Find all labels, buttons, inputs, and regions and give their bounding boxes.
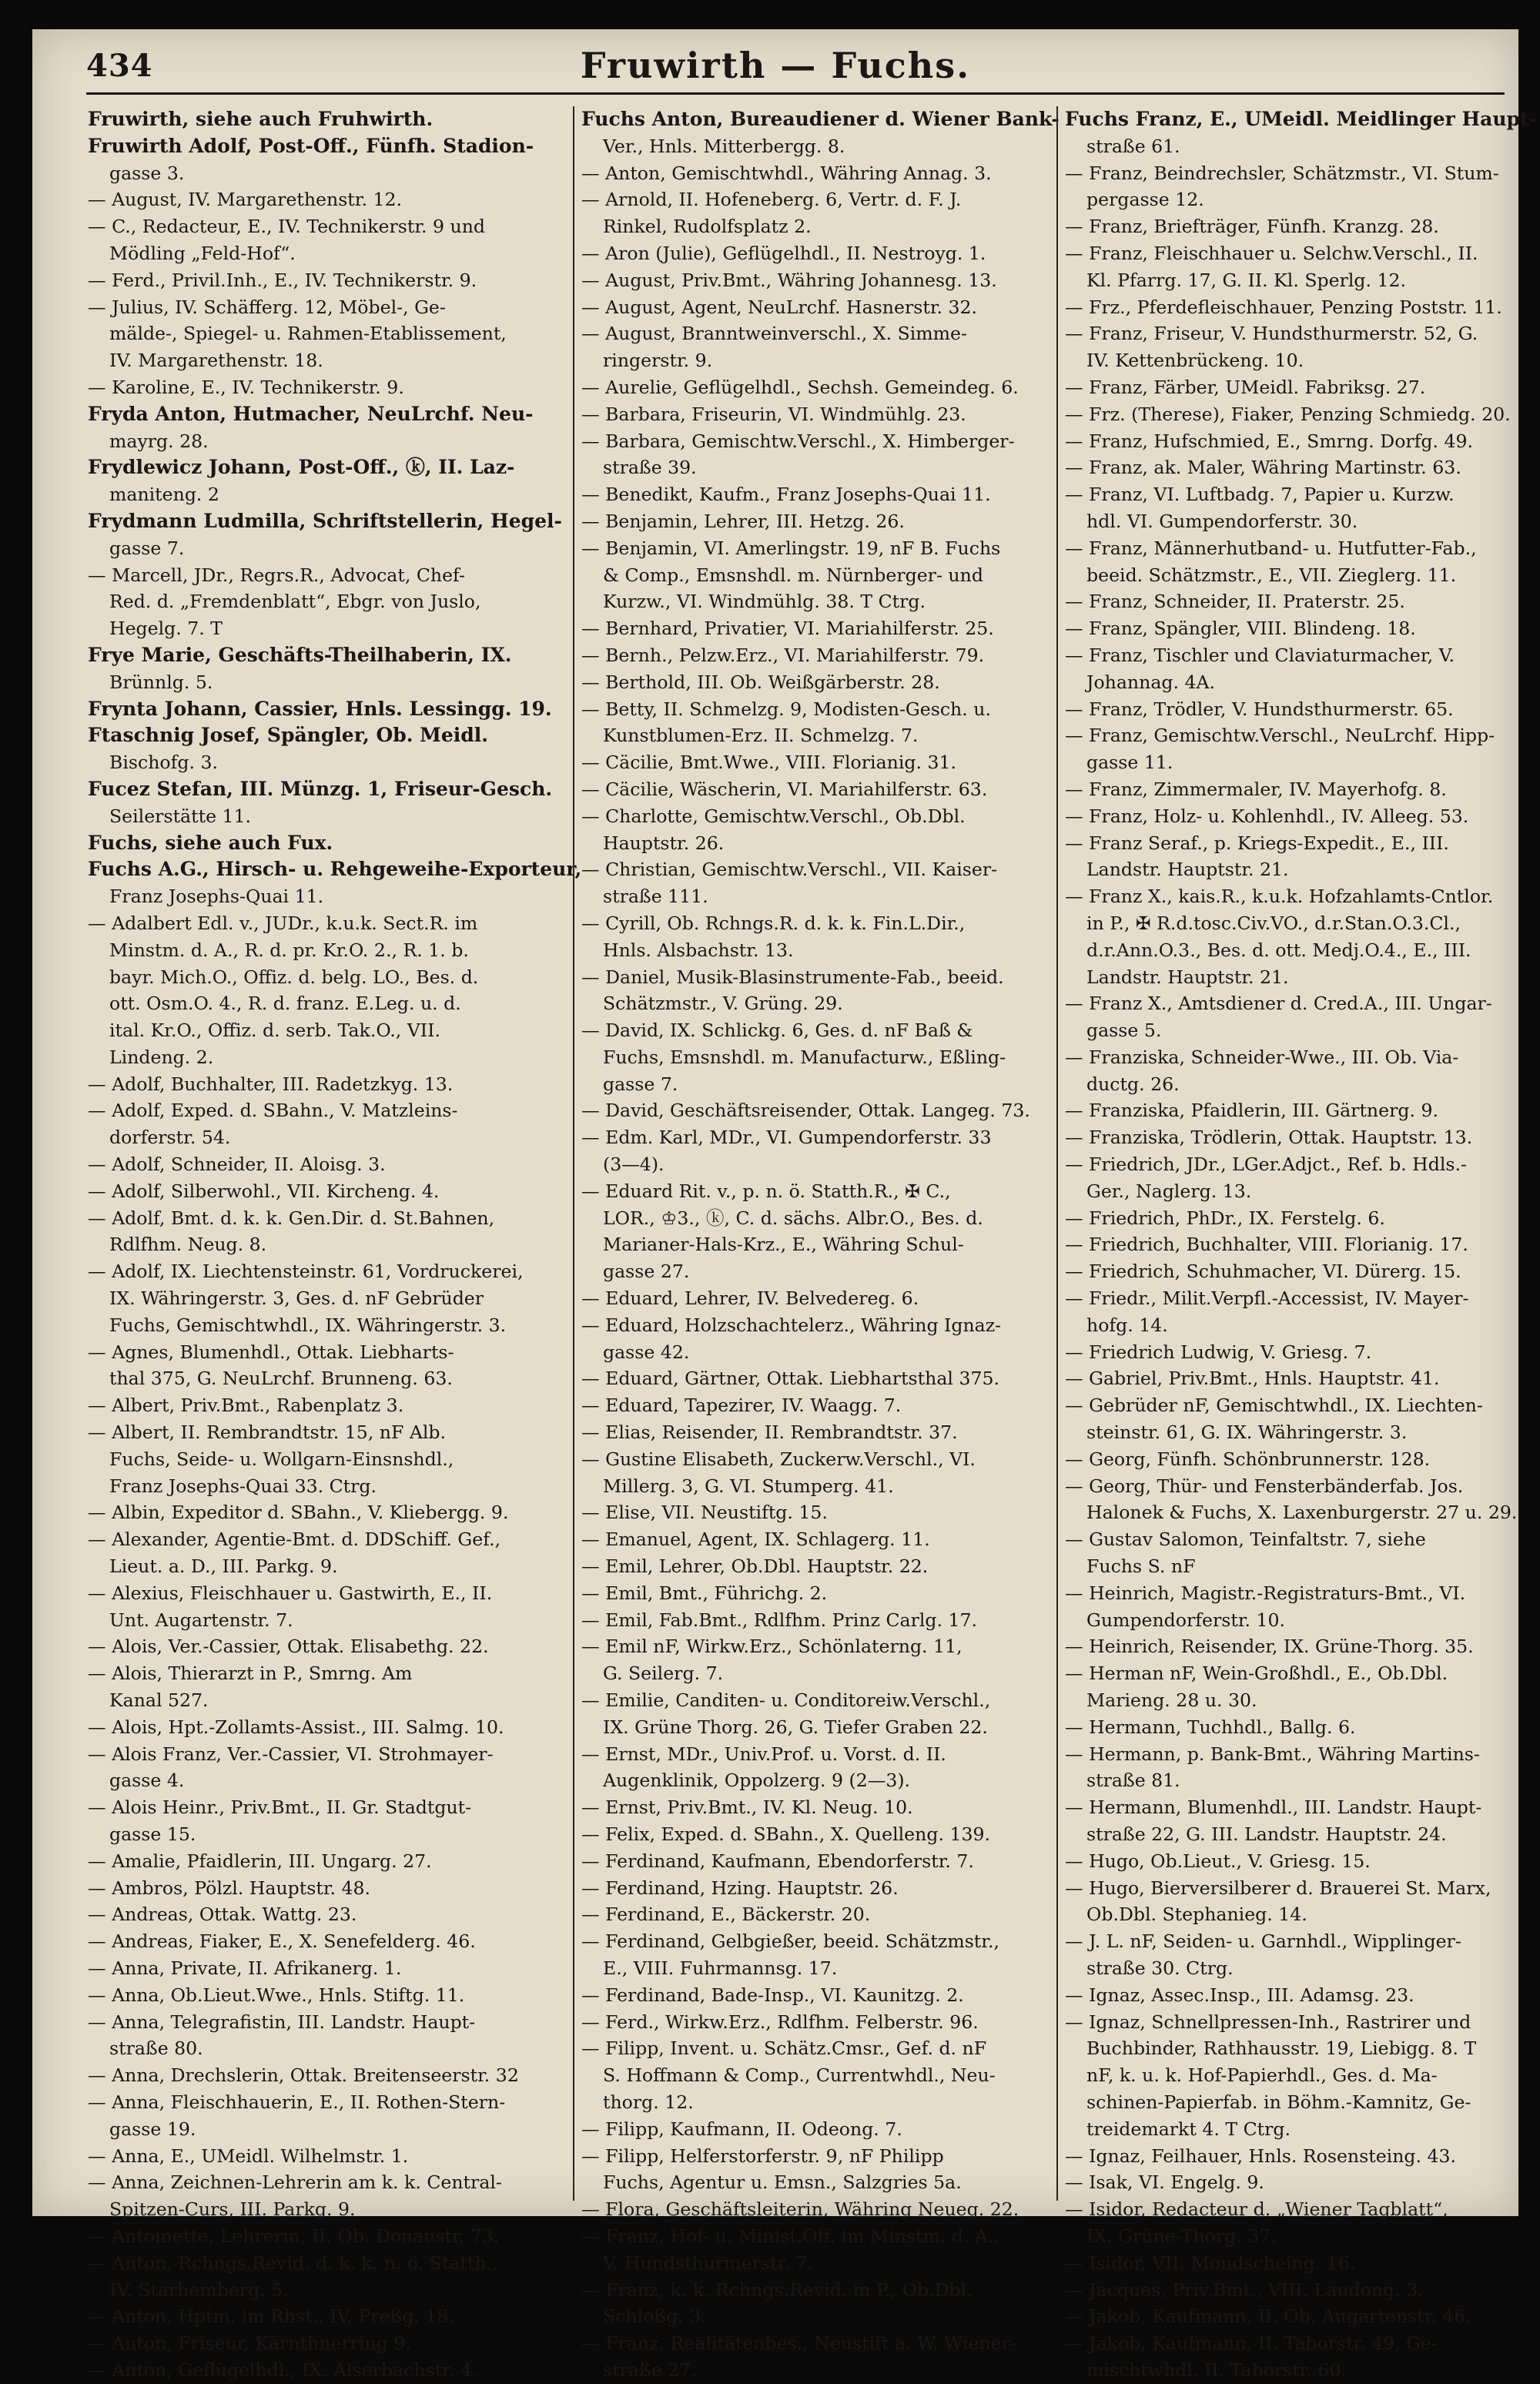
directory-entry: — Ferd., Privil.Inh., E., IV. Technikerstr. 9. bbox=[88, 269, 477, 291]
directory-entry: — Cäcilie, Wäscherin, VI. Mariahilferstr. 63. bbox=[581, 778, 988, 800]
directory-entry: — August, Agent, NeuLrchf. Hasnerstr. 32. bbox=[581, 296, 978, 318]
directory-entry-continuation: dorferstr. 54. bbox=[109, 1127, 231, 1149]
directory-entry: — Benedikt, Kaufm., Franz Josephs-Quai 11. bbox=[581, 484, 991, 506]
directory-entry: — Adalbert Edl. v., JUDr., k.u.k. Sect.R. im bbox=[88, 912, 478, 934]
directory-column-2 bbox=[573, 106, 1060, 2381]
directory-entry: — Friedr., Milit.Verpfl.-Accessist, IV. Mayer- bbox=[1065, 1287, 1469, 1310]
directory-entry: — Albert, II. Rembrandtstr. 15, nF Alb. bbox=[88, 1421, 447, 1444]
directory-entry: — Franziska, Trödlerin, Ottak. Hauptstr. 13. bbox=[1065, 1127, 1473, 1149]
directory-entry: — Albin, Expeditor d. SBahn., V. Kliebergg. 9. bbox=[88, 1502, 509, 1524]
header-rule bbox=[86, 92, 1505, 95]
directory-entry: — Anton, Geflügelhdl., IX. Alserbachstr. 4. bbox=[88, 2359, 478, 2381]
directory-entry-continuation: Buchbinder, Rathhausstr. 19, Liebigg. 8. T bbox=[1086, 2037, 1477, 2060]
directory-entry: — Eduard, Holzschachtelerz., Währing Ignaz- bbox=[581, 1314, 1002, 1336]
directory-entry: — August, Branntweinverschl., X. Simme- bbox=[581, 323, 967, 345]
directory-entry-continuation: Unt. Augartenstr. 7. bbox=[109, 1609, 293, 1631]
directory-entry: — Antoinette, Lehrerin, II. Ob. Donaustr. 73. bbox=[88, 2225, 500, 2247]
directory-entry: — Eduard, Gärtner, Ottak. Liebhartsthal 375. bbox=[581, 1368, 999, 1390]
directory-entry-continuation: gasse 7. bbox=[603, 1073, 678, 1095]
directory-entry-continuation: Brünnlg. 5. bbox=[109, 671, 213, 693]
directory-entry: — Friedrich, Schuhmacher, VI. Dürerg. 15. bbox=[1065, 1261, 1461, 1283]
directory-entry: — Anna, Private, II. Afrikanerg. 1. bbox=[88, 1957, 402, 1979]
directory-entry-head: Fryda Anton, Hutmacher, NeuLrchf. Neu- bbox=[88, 402, 534, 425]
directory-entry: — Isak, VI. Engelg. 9. bbox=[1065, 2171, 1264, 2194]
directory-entry-head: Fuchs, siehe auch Fux. bbox=[88, 831, 333, 854]
directory-entry-continuation: IV. Margarethenstr. 18. bbox=[109, 350, 323, 372]
directory-entry: — Franz, Spängler, VIII. Blindeng. 18. bbox=[1065, 618, 1416, 640]
directory-entry: — Edm. Karl, MDr., VI. Gumpendorferstr. 33 bbox=[581, 1127, 992, 1149]
directory-entry: — Frz. (Therese), Fiaker, Penzing Schmiedg. 20. bbox=[1065, 403, 1511, 425]
directory-entry: — Ernst, MDr., Univ.Prof. u. Vorst. d. II. bbox=[581, 1743, 946, 1765]
directory-entry: — Friedrich, JDr., LGer.Adjct., Ref. b. Hdls.- bbox=[1065, 1153, 1467, 1176]
directory-entry: — Franz, Fleischhauer u. Selchw.Verschl., II. bbox=[1065, 242, 1478, 264]
directory-entry: — Eduard, Lehrer, IV. Belvedereg. 6. bbox=[581, 1287, 919, 1310]
directory-entry-continuation: Spitzen-Curs, III. Parkg. 9. bbox=[109, 2198, 356, 2221]
directory-entry-continuation: straße 30. Ctrg. bbox=[1086, 1957, 1234, 1979]
directory-entry-continuation: treidemarkt 4. T Ctrg. bbox=[1086, 2118, 1291, 2140]
directory-entry-continuation: E., VIII. Fuhrmannsg. 17. bbox=[603, 1957, 838, 1979]
directory-entry: — J. L. nF, Seiden- u. Garnhdl., Wipplinger- bbox=[1065, 1930, 1461, 1953]
directory-entry: — Eduard Rit. v., p. n. ö. Statth.R., ✠ C., bbox=[581, 1180, 951, 1202]
directory-entry-continuation: Millerg. 3, G. VI. Stumperg. 41. bbox=[603, 1475, 894, 1497]
directory-entry: — Anna, Ob.Lieut.Wwe., Hnls. Stiftg. 11. bbox=[88, 1984, 465, 2006]
directory-entry: — Georg, Fünfh. Schönbrunnerstr. 128. bbox=[1065, 1448, 1431, 1470]
directory-entry: — Franz, k. k. Rchngs.Revid. in P., Ob.Dbl. bbox=[581, 2279, 973, 2301]
directory-entry-continuation: gasse 19. bbox=[109, 2118, 196, 2140]
directory-entry: — Franz, Färber, UMeidl. Fabriksg. 27. bbox=[1065, 376, 1426, 398]
directory-entry: — Franz, Holz- u. Kohlenhdl., IV. Alleeg. 53. bbox=[1065, 805, 1469, 827]
directory-entry: — Franz, Trödler, V. Hundsthurmerstr. 65. bbox=[1065, 698, 1454, 720]
directory-entry-head: Frydmann Ludmilla, Schriftstellerin, Hegel- bbox=[88, 509, 562, 532]
directory-entry: — David, Geschäftsreisender, Ottak. Langeg. 73. bbox=[581, 1100, 1030, 1122]
directory-entry: — Franz, Friseur, V. Hundsthurmerstr. 52, G. bbox=[1065, 323, 1478, 345]
page-header bbox=[32, 29, 1518, 89]
directory-entry: — Franz, Tischler und Claviaturmacher, V. bbox=[1065, 644, 1455, 666]
directory-entry-continuation: Marianer-Hals-Krz., E., Währing Schul- bbox=[603, 1234, 964, 1256]
directory-entry: — Friedrich, PhDr., IX. Ferstelg. 6. bbox=[1065, 1207, 1385, 1229]
directory-entry: — Isidor, VII. Mondscheing. 16. bbox=[1065, 2252, 1356, 2274]
directory-entry: — Christian, Gemischtw.Verschl., VII. Kaiser- bbox=[581, 859, 998, 881]
directory-entry: — Julius, IV. Schäfferg. 12, Möbel-, Ge- bbox=[88, 296, 446, 318]
directory-entry-continuation: Lieut. a. D., III. Parkg. 9. bbox=[109, 1555, 338, 1578]
directory-entry: — Ignaz, Schnellpressen-Inh., Rastrirer und bbox=[1065, 2011, 1471, 2033]
directory-entry-head: Ftaschnig Josef, Spängler, Ob. Meidl. bbox=[88, 724, 488, 747]
directory-entry: — Agnes, Blumenhdl., Ottak. Liebharts- bbox=[88, 1341, 454, 1363]
directory-entry-continuation: bayr. Mich.O., Offiz. d. belg. LO., Bes. d. bbox=[109, 966, 479, 988]
directory-entry: — Ambros, Pölzl. Hauptstr. 48. bbox=[88, 1877, 371, 1899]
directory-entry-continuation: Rinkel, Rudolfsplatz 2. bbox=[603, 216, 812, 238]
directory-entry-continuation: gasse 11. bbox=[1086, 752, 1173, 774]
directory-entry-continuation: mälde-, Spiegel- u. Rahmen-Etablissement, bbox=[109, 323, 507, 345]
directory-entry: — Franz, ak. Maler, Währing Martinstr. 63. bbox=[1065, 457, 1461, 479]
directory-entry-continuation: Fuchs, Agentur u. Emsn., Salzgries 5a. bbox=[603, 2171, 962, 2194]
directory-entry-head: Fuchs Franz, E., UMeidl. Meidlinger Haupt- bbox=[1065, 108, 1537, 130]
directory-entry-continuation: Franz Josephs-Quai 33. Ctrg. bbox=[109, 1475, 377, 1497]
directory-entry: — Emanuel, Agent, IX. Schlagerg. 11. bbox=[581, 1529, 930, 1551]
directory-column-1 bbox=[88, 106, 582, 2381]
directory-entry-continuation: straße 27. bbox=[603, 2359, 697, 2381]
directory-entry: — Jakob, Kaufmann, II. Taborstr. 49, Ge- bbox=[1065, 2332, 1438, 2355]
directory-entry: — Adolf, IX. Liechtensteinstr. 61, Vordruckerei, bbox=[88, 1261, 524, 1283]
directory-entry-continuation: Hnls. Alsbachstr. 13. bbox=[603, 939, 794, 961]
directory-entry-continuation: Fuchs, Gemischtwhdl., IX. Währingerstr. 3. bbox=[109, 1314, 507, 1336]
directory-entry: — Cäcilie, Bmt.Wwe., VIII. Florianig. 31. bbox=[581, 752, 957, 774]
directory-entry: — Anna, Drechslerin, Ottak. Breitenseerstr. 32 bbox=[88, 2064, 519, 2087]
directory-entry: — Franz, Beindrechsler, Schätzmstr., VI. Stum- bbox=[1065, 162, 1499, 184]
directory-entry-continuation: ductg. 26. bbox=[1086, 1073, 1180, 1095]
directory-entry-continuation: gasse 15. bbox=[109, 1823, 196, 1845]
directory-page bbox=[32, 29, 1537, 2381]
directory-entry-head: Frye Marie, Geschäfts-Theilhaberin, IX. bbox=[88, 643, 512, 666]
directory-entry: — Georg, Thür- und Fensterbänderfab. Jos. bbox=[1065, 1475, 1464, 1497]
directory-entry-continuation: S. Hoffmann & Comp., Currentwhdl., Neu- bbox=[603, 2064, 996, 2087]
directory-entry: — Franz Seraf., p. Kriegs-Expedit., E., III. bbox=[1065, 832, 1449, 854]
directory-entry: — Andreas, Fiaker, E., X. Senefelderg. 46. bbox=[88, 1930, 476, 1953]
directory-entry-continuation: (3—4). bbox=[603, 1153, 665, 1176]
directory-entry: — Flora, Geschäftsleiterin, Währing Neueg. 22. bbox=[581, 2198, 1019, 2221]
directory-entry: — Adolf, Exped. d. SBahn., V. Matzleins- bbox=[88, 1100, 458, 1122]
directory-entry: — Alexius, Fleischhauer u. Gastwirth, E., II. bbox=[88, 1582, 493, 1604]
directory-entry: — Franz, Hufschmied, E., Smrng. Dorfg. 49. bbox=[1065, 430, 1474, 452]
directory-entry-continuation: Rdlfhm. Neug. 8. bbox=[109, 1234, 267, 1256]
directory-entry-continuation: gasse 27. bbox=[603, 1261, 690, 1283]
directory-entry: — Anna, E., UMeidl. Wilhelmstr. 1. bbox=[88, 2145, 409, 2167]
directory-entry: — Emil, Lehrer, Ob.Dbl. Hauptstr. 22. bbox=[581, 1555, 929, 1578]
directory-entry-continuation: Ob.Dbl. Stephanieg. 14. bbox=[1086, 1904, 1307, 1926]
directory-entry: — Betty, II. Schmelzg. 9, Modisten-Gesch. u. bbox=[581, 698, 991, 720]
directory-entry-continuation: Hegelg. 7. T bbox=[109, 618, 223, 640]
directory-entry-continuation: Landstr. Hauptstr. 21. bbox=[1086, 966, 1289, 988]
directory-entry: — Anna, Fleischhauerin, E., II. Rothen-Stern- bbox=[88, 2091, 506, 2113]
directory-entry: — Barbara, Gemischtw.Verschl., X. Himberger- bbox=[581, 430, 1015, 452]
directory-entry: — Heinrich, Reisender, IX. Grüne-Thorg. 35. bbox=[1065, 1636, 1474, 1658]
directory-entry: — Emil, Fab.Bmt., Rdlfhm. Prinz Carlg. 17. bbox=[581, 1609, 978, 1631]
directory-entry-continuation: gasse 42. bbox=[603, 1341, 690, 1363]
directory-entry: — Anna, Telegrafistin, III. Landstr. Haupt- bbox=[88, 2011, 476, 2033]
directory-entry: — Friedrich Ludwig, V. Griesg. 7. bbox=[1065, 1341, 1372, 1363]
directory-entry: — Ferdinand, Gelbgießer, beeid. Schätzmstr., bbox=[581, 1930, 999, 1953]
directory-entry-head: Fruwirth, siehe auch Fruhwirth. bbox=[88, 108, 434, 130]
directory-entry: — Herman nF, Wein-Großhdl., E., Ob.Dbl. bbox=[1065, 1662, 1448, 1685]
directory-entry-continuation: mischtwhdl. II. Taborstr. 60. bbox=[1086, 2359, 1347, 2381]
directory-entry: — Franz, Männerhutband- u. Hutfutter-Fab., bbox=[1065, 537, 1477, 559]
directory-entry-continuation: Kanal 527. bbox=[109, 1689, 209, 1712]
directory-entry: — Alois, Thierarzt in P., Smrng. Am bbox=[88, 1662, 413, 1685]
directory-entry: — Franz X., Amtsdiener d. Cred.A., III. Ungar- bbox=[1065, 993, 1492, 1015]
directory-entry: — Amalie, Pfaidlerin, III. Ungarg. 27. bbox=[88, 1850, 432, 1872]
directory-entry: — Hugo, Bierversilberer d. Brauerei St. Marx, bbox=[1065, 1877, 1491, 1899]
directory-entry-continuation: Mödling „Feld-Hof“. bbox=[109, 242, 296, 264]
directory-entry-continuation: straße 22, G. III. Landstr. Hauptstr. 24. bbox=[1086, 1823, 1447, 1845]
directory-entry: — Emil, Bmt., Führichg. 2. bbox=[581, 1582, 828, 1604]
directory-entry-continuation: straße 81. bbox=[1086, 1770, 1180, 1792]
directory-entry-continuation: ringerstr. 9. bbox=[603, 350, 713, 372]
directory-entry: — Eduard, Tapezirer, IV. Waagg. 7. bbox=[581, 1395, 902, 1417]
directory-entry-continuation: IV. Starhemberg. 5. bbox=[109, 2279, 289, 2301]
directory-entry: — Franziska, Pfaidlerin, III. Gärtnerg. 9. bbox=[1065, 1100, 1438, 1122]
directory-entry-continuation: straße 39. bbox=[603, 457, 697, 479]
directory-entry: — Alois, Ver.-Cassier, Ottak. Elisabethg. 22. bbox=[88, 1636, 489, 1658]
directory-entry: — Cyrill, Ob. Rchngs.R. d. k. k. Fin.L.Dir., bbox=[581, 912, 966, 934]
directory-entry: — Filipp, Invent. u. Schätz.Cmsr., Gef. d. nF bbox=[581, 2037, 987, 2060]
directory-column-3 bbox=[1056, 106, 1537, 2381]
directory-entry: — Andreas, Ottak. Wattg. 23. bbox=[88, 1904, 357, 1926]
directory-entry-continuation: Kunstblumen-Erz. II. Schmelzg. 7. bbox=[603, 725, 919, 747]
directory-entry-continuation: hdl. VI. Gumpendorferstr. 30. bbox=[1086, 510, 1358, 532]
directory-entry: — Ignaz, Assec.Insp., III. Adamsg. 23. bbox=[1065, 1984, 1414, 2006]
directory-entry: — Ignaz, Feilhauer, Hnls. Rosensteing. 43. bbox=[1065, 2145, 1457, 2167]
directory-entry-continuation: Schätzmstr., V. Grüng. 29. bbox=[603, 993, 843, 1015]
directory-entry: — Alois Franz, Ver.-Cassier, VI. Strohmayer- bbox=[88, 1743, 494, 1765]
directory-entry: — Hugo, Ob.Lieut., V. Griesg. 15. bbox=[1065, 1850, 1371, 1872]
directory-entry: — Ernst, Priv.Bmt., IV. Kl. Neug. 10. bbox=[581, 1796, 913, 1819]
directory-entry-continuation: Franz Josephs-Quai 11. bbox=[109, 886, 324, 908]
directory-entry: — Marcell, JDr., Regrs.R., Advocat, Chef- bbox=[88, 564, 465, 586]
directory-entry: — Franz, VI. Luftbadg. 7, Papier u. Kurzw. bbox=[1065, 484, 1455, 506]
directory-entry-continuation: Lindeng. 2. bbox=[109, 1046, 214, 1068]
directory-entry: — Jacques, Priv.Bmt., VIII. Laudong. 3. bbox=[1065, 2279, 1424, 2301]
directory-entry: — Emil nF, Wirkw.Erz., Schönlaterng. 11, bbox=[581, 1636, 962, 1658]
directory-entry: — Elise, VII. Neustiftg. 15. bbox=[581, 1502, 828, 1524]
directory-entry: — Ferdinand, E., Bäckerstr. 20. bbox=[581, 1904, 871, 1926]
directory-entry-continuation: IV. Kettenbrückeng. 10. bbox=[1086, 350, 1304, 372]
directory-entry: — Heinrich, Magistr.-Registraturs-Bmt., VI. bbox=[1065, 1582, 1466, 1604]
directory-entry: — Gustine Elisabeth, Zuckerw.Verschl., VI. bbox=[581, 1448, 976, 1470]
directory-entry: — August, IV. Margarethenstr. 12. bbox=[88, 189, 402, 211]
directory-entry: — Anton, Hptm. im Rhst., IV. Preßg. 18. bbox=[88, 2305, 454, 2328]
directory-entry-continuation: maniteng. 2 bbox=[109, 484, 219, 506]
directory-entry: — Karoline, E., IV. Technikerstr. 9. bbox=[88, 376, 404, 398]
directory-entry: — Franz, Schneider, II. Praterstr. 25. bbox=[1065, 591, 1405, 613]
directory-entry: — Jakob, Kaufmann, II. Ob. Augartenstr. 46. bbox=[1065, 2305, 1471, 2328]
directory-entry: — Adolf, Schneider, II. Aloisg. 3. bbox=[88, 1153, 386, 1176]
directory-entry-continuation: Minstm. d. A., R. d. pr. Kr.O. 2., R. 1. b. bbox=[109, 939, 469, 961]
directory-entry-continuation: IX. Währingerstr. 3, Ges. d. nF Gebrüder bbox=[109, 1287, 484, 1310]
directory-entry: — Bernh., Pelzw.Erz., VI. Mariahilferstr. 79. bbox=[581, 644, 985, 666]
directory-entry: — Franz, Zimmermaler, IV. Mayerhofg. 8. bbox=[1065, 778, 1447, 800]
directory-entry: — Franz, Realitätenbes., Neustift a. W. Wiener- bbox=[581, 2332, 1016, 2355]
directory-entry-continuation: pergasse 12. bbox=[1086, 189, 1204, 211]
directory-entry-continuation: thal 375, G. NeuLrchf. Brunneng. 63. bbox=[109, 1368, 453, 1390]
directory-entry: — Albert, Priv.Bmt., Rabenplatz 3. bbox=[88, 1395, 404, 1417]
directory-entry-continuation: Ver., Hnls. Mitterbergg. 8. bbox=[603, 135, 845, 157]
directory-entry-continuation: gasse 3. bbox=[109, 162, 185, 184]
directory-entry: — Benjamin, VI. Amerlingstr. 19, nF B. Fuchs bbox=[581, 537, 1001, 559]
directory-entry: — Anton, Rchngs.Revid. d. k. k. n. ö. Statth., bbox=[88, 2252, 498, 2274]
directory-entry: — Franziska, Schneider-Wwe., III. Ob. Via- bbox=[1065, 1046, 1459, 1068]
directory-entry: — Charlotte, Gemischtw.Verschl., Ob.Dbl. bbox=[581, 805, 966, 827]
directory-entry-continuation: Landstr. Hauptstr. 21. bbox=[1086, 859, 1289, 881]
directory-entry: — Filipp, Helferstorferstr. 9, nF Philipp bbox=[581, 2145, 944, 2167]
directory-entry-continuation: steinstr. 61, G. IX. Währingerstr. 3. bbox=[1086, 1421, 1408, 1444]
directory-entry-continuation: gasse 4. bbox=[109, 1770, 185, 1792]
directory-entry-continuation: & Comp., Emsnshdl. m. Nürnberger- und bbox=[603, 564, 983, 586]
directory-entry: — Hermann, Tuchhdl., Ballg. 6. bbox=[1065, 1716, 1356, 1738]
directory-entry: — Gebrüder nF, Gemischtwhdl., IX. Liechten- bbox=[1065, 1395, 1483, 1417]
directory-entry: — Franz, Gemischtw.Verschl., NeuLrchf. Hipp- bbox=[1065, 725, 1495, 747]
directory-entry-continuation: straße 80. bbox=[109, 2037, 203, 2060]
directory-entry-continuation: nF, k. u. k. Hof-Papierhdl., Ges. d. Ma- bbox=[1086, 2064, 1438, 2087]
directory-entry-continuation: LOR., ♔3., ⓚ, C. d. sächs. Albr.O., Bes. d. bbox=[603, 1207, 983, 1229]
directory-entry: — C., Redacteur, E., IV. Technikerstr. 9 und bbox=[88, 216, 486, 238]
directory-entry-continuation: straße 111. bbox=[603, 886, 708, 908]
directory-entry: — Elias, Reisender, II. Rembrandtstr. 37. bbox=[581, 1421, 958, 1444]
directory-entry-continuation: gasse 5. bbox=[1086, 1020, 1162, 1042]
directory-entry-continuation: ital. Kr.O., Offiz. d. serb. Tak.O., VII. bbox=[109, 1020, 440, 1042]
directory-entry: — Franz, Hof- u. Minist.Off. im Minstm. d. A., bbox=[581, 2225, 999, 2247]
directory-entry: — Benjamin, Lehrer, III. Hetzg. 26. bbox=[581, 510, 905, 532]
directory-entry: — Franz X., kais.R., k.u.k. Hofzahlamts-Cntlor. bbox=[1065, 886, 1494, 908]
directory-entry: — Daniel, Musik-Blasinstrumente-Fab., beeid. bbox=[581, 966, 1004, 988]
directory-entry: — Isidor, Redacteur d. „Wiener Tagblatt“, bbox=[1065, 2198, 1448, 2221]
directory-entry-continuation: Kurzw., VI. Windmühlg. 38. T Ctrg. bbox=[603, 591, 926, 613]
directory-entry: — David, IX. Schlickg. 6, Ges. d. nF Baß & bbox=[581, 1020, 973, 1042]
directory-entry-continuation: d.r.Ann.O.3., Bes. d. ott. Medj.O.4., E., III. bbox=[1086, 939, 1471, 961]
directory-entry: — August, Priv.Bmt., Währing Johannesg. 13. bbox=[581, 269, 997, 291]
directory-entry-head: Frydlewicz Johann, Post-Off., ⓚ, II. Laz- bbox=[88, 456, 515, 479]
directory-entry-continuation: IX. Grüne-Thorg. 37. bbox=[1086, 2225, 1277, 2247]
directory-entry: — Filipp, Kaufmann, II. Odeong. 7. bbox=[581, 2118, 902, 2140]
directory-entry-continuation: Fuchs S. nF bbox=[1086, 1555, 1196, 1578]
directory-entry: — Anton, Friseur, Kärnthnerring 9. bbox=[88, 2332, 411, 2355]
directory-entry: — Franz, Briefträger, Fünfh. Kranzg. 28. bbox=[1065, 216, 1439, 238]
directory-entry-head: Fuchs A.G., Hirsch- u. Rehgeweihe-Exporteur, bbox=[88, 858, 582, 881]
directory-entry-continuation: Johannag. 4A. bbox=[1086, 671, 1216, 693]
directory-entry-continuation: Augenklinik, Oppolzerg. 9 (2—3). bbox=[603, 1770, 911, 1792]
directory-entry-continuation: schinen-Papierfab. in Böhm.-Kamnitz, Ge- bbox=[1086, 2091, 1471, 2113]
directory-entry-continuation: Gumpendorferstr. 10. bbox=[1086, 1609, 1286, 1631]
directory-entry: — Adolf, Bmt. d. k. k. Gen.Dir. d. St.Bahnen, bbox=[88, 1207, 495, 1229]
directory-entry: — Aurelie, Geflügelhdl., Sechsh. Gemeindeg. 6. bbox=[581, 376, 1019, 398]
directory-entry-continuation: thorg. 12. bbox=[603, 2091, 694, 2113]
directory-entry-head: Fuchs Anton, Bureaudiener d. Wiener Bank- bbox=[581, 108, 1060, 130]
directory-entry-continuation: Seilerstätte 11. bbox=[109, 805, 252, 827]
directory-entry-continuation: in P., ✠ R.d.tosc.Civ.VO., d.r.Stan.O.3.Cl., bbox=[1086, 912, 1461, 934]
directory-entry-continuation: ott. Osm.O. 4., R. d. franz. E.Leg. u. d. bbox=[109, 993, 461, 1015]
directory-entry-continuation: beeid. Schätzmstr., E., VII. Zieglerg. 11. bbox=[1086, 564, 1457, 586]
directory-entry-continuation: IX. Grüne Thorg. 26, G. Tiefer Graben 22. bbox=[603, 1716, 988, 1738]
directory-entry-continuation: Kl. Pfarrg. 17, G. II. Kl. Sperlg. 12. bbox=[1086, 269, 1407, 291]
directory-entry-continuation: Hauptstr. 26. bbox=[603, 832, 725, 854]
directory-entry: — Arnold, II. Hofeneberg. 6, Vertr. d. F. J. bbox=[581, 189, 962, 211]
directory-entry: — Gustav Salomon, Teinfaltstr. 7, siehe bbox=[1065, 1529, 1426, 1551]
directory-entry-continuation: Fuchs, Emsnshdl. m. Manufacturw., Eßling- bbox=[603, 1046, 1006, 1068]
directory-entry: — Aron (Julie), Geflügelhdl., II. Nestroyg. 1. bbox=[581, 242, 986, 264]
directory-entry: — Adolf, Silberwohl., VII. Kircheng. 4. bbox=[88, 1180, 440, 1202]
directory-entry-continuation: Fuchs, Seide- u. Wollgarn-Einsnshdl., bbox=[109, 1448, 454, 1470]
directory-entry-continuation: Marieng. 28 u. 30. bbox=[1086, 1689, 1257, 1712]
directory-entry: — Alexander, Agentie-Bmt. d. DDSchiff. Gef., bbox=[88, 1529, 501, 1551]
directory-entry-continuation: mayrg. 28. bbox=[109, 430, 209, 452]
directory-entry: — Alois Heinr., Priv.Bmt., II. Gr. Stadtgut- bbox=[88, 1796, 472, 1819]
directory-entry-continuation: G. Seilerg. 7. bbox=[603, 1662, 724, 1685]
directory-entry-continuation: Halonek & Fuchs, X. Laxenburgerstr. 27 u. 29. bbox=[1086, 1502, 1518, 1524]
directory-entry-head: Fruwirth Adolf, Post-Off., Fünfh. Stadion- bbox=[88, 134, 534, 157]
directory-entry: — Berthold, III. Ob. Weißgärberstr. 28. bbox=[581, 671, 940, 693]
directory-entry: — Friedrich, Buchhalter, VIII. Florianig. 17. bbox=[1065, 1234, 1468, 1256]
directory-entry: — Alois, Hpt.-Zollamts-Assist., III. Salmg. 10. bbox=[88, 1716, 504, 1738]
directory-entry-continuation: Schloßg. 3. bbox=[603, 2305, 707, 2328]
directory-entry-continuation: Bischofg. 3. bbox=[109, 752, 218, 774]
directory-entry-continuation: straße 61. bbox=[1086, 135, 1180, 157]
directory-entry: — Felix, Exped. d. SBahn., X. Quelleng. 139. bbox=[581, 1823, 990, 1845]
directory-entry: — Gabriel, Priv.Bmt., Hnls. Hauptstr. 41. bbox=[1065, 1368, 1440, 1390]
directory-entry: — Anna, Zeichnen-Lehrerin am k. k. Central- bbox=[88, 2171, 502, 2194]
directory-entry: — Barbara, Friseurin, VI. Windmühlg. 23. bbox=[581, 403, 966, 425]
directory-entry-continuation: Ger., Naglerg. 13. bbox=[1086, 1180, 1252, 1202]
directory-entry: — Hermann, p. Bank-Bmt., Währing Martins- bbox=[1065, 1743, 1480, 1765]
directory-entry-head: Fucez Stefan, III. Münzg. 1, Friseur-Gesch. bbox=[88, 777, 553, 800]
directory-entry-continuation: hofg. 14. bbox=[1086, 1314, 1168, 1336]
directory-entry: — Ferdinand, Kaufmann, Ebendorferstr. 7. bbox=[581, 1850, 974, 1872]
directory-entry: — Anton, Gemischtwhdl., Währing Annag. 3. bbox=[581, 162, 992, 184]
running-head: Fruwirth — Fuchs. bbox=[580, 45, 971, 86]
directory-entry-head: Frynta Johann, Cassier, Hnls. Lessingg. 19. bbox=[88, 697, 552, 720]
directory-entry: — Ferdinand, Hzing. Hauptstr. 26. bbox=[581, 1877, 899, 1899]
directory-entry: — Ferd., Wirkw.Erz., Rdlfhm. Felberstr. 96. bbox=[581, 2011, 979, 2033]
directory-entry: — Adolf, Buchhalter, III. Radetzkyg. 13. bbox=[88, 1073, 454, 1095]
directory-entry-continuation: gasse 7. bbox=[109, 537, 185, 559]
directory-entry: — Bernhard, Privatier, VI. Mariahilferstr. 25. bbox=[581, 618, 994, 640]
directory-entry: — Emilie, Canditen- u. Conditoreiw.Verschl., bbox=[581, 1689, 991, 1712]
directory-entry-continuation: Red. d. „Fremdenblatt“, Ebgr. von Juslo, bbox=[109, 591, 481, 613]
directory-entry-continuation: V. Hundsthurmerstr. 7. bbox=[603, 2252, 813, 2274]
directory-entry: — Ferdinand, Bade-Insp., VI. Kaunitzg. 2. bbox=[581, 1984, 964, 2006]
directory-entry: — Frz., Pferdefleischhauer, Penzing Poststr. 11. bbox=[1065, 296, 1502, 318]
directory-entry: — Hermann, Blumenhdl., III. Landstr. Haupt- bbox=[1065, 1796, 1482, 1819]
page-number: 434 bbox=[86, 48, 153, 84]
